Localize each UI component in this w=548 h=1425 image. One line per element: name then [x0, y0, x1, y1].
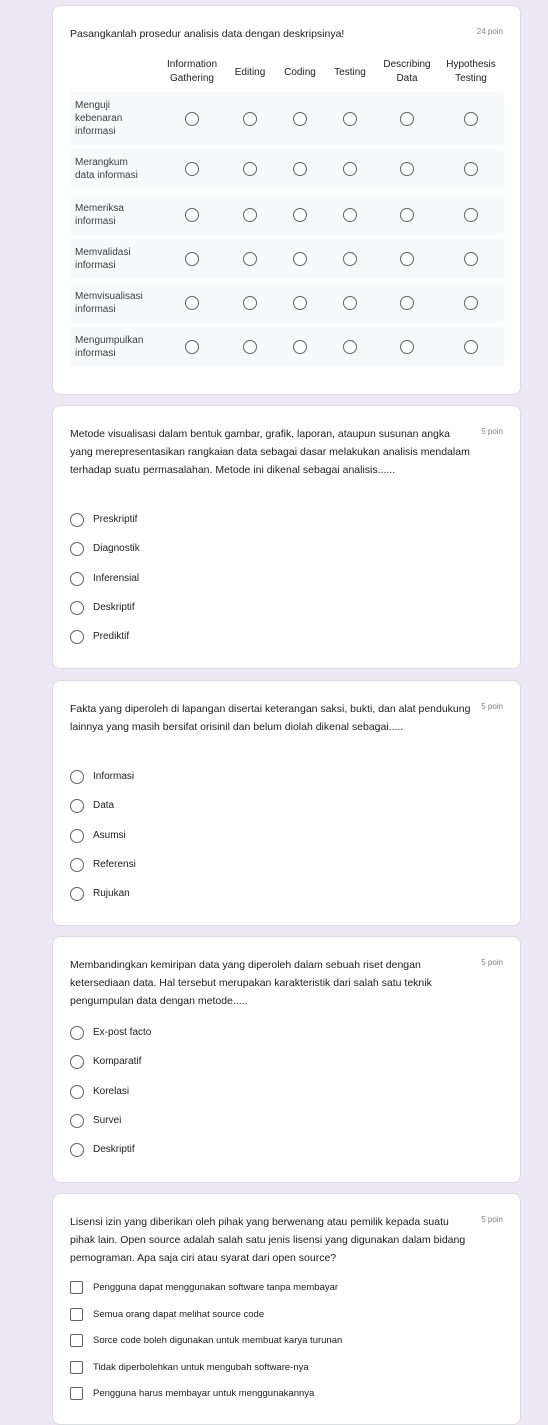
radio-option[interactable]	[70, 857, 490, 873]
question-points: 5 poin	[481, 427, 503, 436]
grid-radio-button[interactable]	[293, 162, 307, 176]
option-label: Pengguna dapat menggunakan software tanpa membayar	[93, 1282, 339, 1293]
option-label: Referensi	[93, 858, 136, 870]
option-label: Sorce code boleh digunakan untuk membuat karya turunan	[93, 1335, 343, 1346]
radio-option[interactable]	[70, 600, 490, 616]
grid-radio-button[interactable]	[464, 340, 478, 354]
grid-radio-button[interactable]	[400, 208, 414, 222]
grid-row-label: Memeriksa informasi	[75, 203, 124, 227]
grid-radio-button[interactable]	[400, 296, 414, 310]
radio-option[interactable]	[70, 629, 490, 645]
grid-radio-button[interactable]	[243, 252, 257, 266]
question-card	[52, 936, 521, 1183]
grid-radio-button[interactable]	[464, 252, 478, 266]
question-points: 5 poin	[481, 702, 503, 711]
question-card	[52, 1193, 521, 1425]
question-card	[52, 405, 521, 669]
grid-row	[70, 149, 504, 189]
grid-radio-button[interactable]	[243, 340, 257, 354]
radio-option[interactable]	[70, 798, 490, 814]
grid-radio-button[interactable]	[343, 112, 357, 126]
grid-radio-button[interactable]	[400, 252, 414, 266]
option-label: Asumsi	[93, 829, 126, 841]
option-label: Deskriptif	[93, 601, 135, 613]
radio-button[interactable]	[70, 1055, 84, 1069]
grid-radio-button[interactable]	[185, 252, 199, 266]
option-label: Ex-post facto	[93, 1027, 152, 1038]
grid-radio-button[interactable]	[185, 162, 199, 176]
option-label: Preskriptif	[93, 514, 138, 525]
radio-button[interactable]	[70, 572, 84, 586]
question-points: 5 poin	[481, 958, 503, 967]
question-card	[52, 680, 521, 926]
option-label: Diagnostik	[93, 543, 140, 555]
option-label: Semua orang dapat melihat source code	[93, 1308, 265, 1320]
radio-option[interactable]	[70, 1142, 490, 1158]
grid-radio-button[interactable]	[464, 112, 478, 126]
option-label: Prediktif	[93, 631, 130, 643]
grid-radio-button[interactable]	[293, 252, 307, 266]
grid-radio-button[interactable]	[243, 208, 257, 222]
radio-button[interactable]	[70, 1143, 84, 1157]
grid-radio-button[interactable]	[185, 208, 199, 222]
question-title: Lisensi izin yang diberikan oleh pihak yang berwenang atau pemilik kepada suatu pihak lain. Open source adalah salah satu jenis lisensi yang digunakan dalam bidang pemograman. Apa saja ciri atau syarat dari open source?	[70, 1216, 466, 1264]
grid-radio-button[interactable]	[293, 112, 307, 126]
grid-column-header: Hypothesis Testing	[446, 59, 496, 84]
question-points: 5 poin	[481, 1215, 503, 1224]
grid-row-label: Merangkum data informasi	[75, 157, 138, 181]
option-label: Survei	[93, 1114, 122, 1126]
option-label: Rujukan	[93, 888, 130, 900]
checkbox[interactable]	[70, 1361, 83, 1374]
grid-radio-button[interactable]	[293, 340, 307, 354]
grid-radio-button[interactable]	[243, 162, 257, 176]
question-title: Fakta yang diperoleh di lapangan disertai keterangan saksi, bukti, dan alat pendukung lainnya yang masih bersifat orisinil dan belum diolah dikenal sebagai.....	[70, 703, 471, 733]
option-label: Inferensial	[93, 572, 140, 584]
radio-button[interactable]	[70, 887, 84, 901]
checkbox[interactable]	[70, 1308, 83, 1321]
radio-option[interactable]	[70, 1054, 490, 1070]
radio-button[interactable]	[70, 513, 84, 527]
radio-button[interactable]	[70, 1114, 84, 1128]
grid-row	[70, 195, 504, 235]
grid-row	[70, 283, 504, 323]
grid-row-label: Menguji kebenaran informasi	[75, 100, 123, 137]
option-label: Komparatif	[93, 1056, 142, 1068]
grid-radio-button[interactable]	[243, 296, 257, 310]
grid-radio-button[interactable]	[400, 340, 414, 354]
grid-row	[70, 327, 504, 367]
question-title: Metode visualisasi dalam bentuk gambar, grafik, laporan, ataupun susunan angka yang merepresentasikan rangkaian data sebagai dasar melakukan analisis mendalam terhadap suatu permasalahan. Metode ini dikenal sebagai analisis......	[70, 428, 470, 476]
grid-row-label: Mengumpulkan informasi	[75, 335, 144, 359]
option-label: Data	[93, 800, 115, 812]
grid-row-label: Memvisualisasi informasi	[75, 291, 143, 315]
grid-radio-button[interactable]	[293, 296, 307, 310]
checkbox[interactable]	[70, 1281, 83, 1294]
checkbox-option[interactable]	[70, 1360, 490, 1376]
radio-option[interactable]	[70, 1113, 490, 1129]
checkbox[interactable]	[70, 1387, 83, 1400]
radio-option[interactable]	[70, 571, 490, 587]
grid-radio-button[interactable]	[185, 340, 199, 354]
grid-column-header: Editing	[234, 67, 266, 78]
grid-radio-button[interactable]	[464, 208, 478, 222]
question-title: Pasangkanlah prosedur analisis data dengan deskripsinya!	[70, 28, 345, 40]
question-card-grid	[52, 5, 521, 395]
grid-radio-button[interactable]	[343, 162, 357, 176]
radio-option[interactable]	[70, 1084, 490, 1100]
grid-radio-button[interactable]	[343, 340, 357, 354]
option-label: Informasi	[93, 771, 135, 782]
radio-button[interactable]	[70, 1085, 84, 1099]
grid-radio-button[interactable]	[185, 296, 199, 310]
grid-radio-button[interactable]	[464, 296, 478, 310]
grid-radio-button[interactable]	[343, 252, 357, 266]
radio-button[interactable]	[70, 799, 84, 813]
option-label: Korelasi	[93, 1085, 130, 1097]
radio-option[interactable]	[70, 769, 490, 785]
grid-column-header: Information Gathering	[166, 59, 218, 84]
radio-button[interactable]	[70, 829, 84, 843]
radio-option[interactable]	[70, 886, 490, 902]
grid-radio-button[interactable]	[343, 296, 357, 310]
radio-button[interactable]	[70, 630, 84, 644]
grid-row	[70, 92, 504, 145]
grid-row	[70, 239, 504, 279]
radio-button[interactable]	[70, 858, 84, 872]
option-label: Tidak diperbolehkan untuk mengubah software-nya	[93, 1361, 309, 1373]
radio-option[interactable]	[70, 828, 490, 844]
question-points: 24 poin	[476, 27, 503, 36]
checkbox-option[interactable]	[70, 1307, 490, 1323]
option-label: Pengguna harus membayar untuk menggunakannya	[93, 1388, 315, 1399]
checkbox[interactable]	[70, 1334, 83, 1347]
radio-option[interactable]	[70, 541, 490, 557]
grid-radio-button[interactable]	[293, 208, 307, 222]
checkbox-option[interactable]	[70, 1280, 490, 1296]
grid-column-header: Describing Data	[383, 59, 431, 84]
grid-radio-button[interactable]	[464, 162, 478, 176]
grid-radio-button[interactable]	[243, 112, 257, 126]
radio-option[interactable]	[70, 512, 490, 528]
grid-radio-button[interactable]	[400, 112, 414, 126]
grid-column-header: Testing	[334, 67, 366, 78]
checkbox-option[interactable]	[70, 1386, 490, 1402]
grid-radio-button[interactable]	[343, 208, 357, 222]
radio-option[interactable]	[70, 1025, 490, 1041]
radio-button[interactable]	[70, 542, 84, 556]
question-title: Membandingkan kemiripan data yang diperoleh dalam sebuah riset dengan ketersediaan data. Hal tersebut merupakan karakteristik dari salah satu teknik pengumpulan data dengan metode.....	[70, 959, 432, 1007]
checkbox-option[interactable]	[70, 1333, 490, 1349]
radio-button[interactable]	[70, 770, 84, 784]
grid-radio-button[interactable]	[185, 112, 199, 126]
grid-column-header: Coding	[284, 67, 316, 78]
radio-button[interactable]	[70, 1026, 84, 1040]
radio-button[interactable]	[70, 601, 84, 615]
grid-row-label: Memvalidasi informasi	[75, 247, 131, 271]
grid-radio-button[interactable]	[400, 162, 414, 176]
option-label: Deskriptif	[93, 1144, 135, 1156]
